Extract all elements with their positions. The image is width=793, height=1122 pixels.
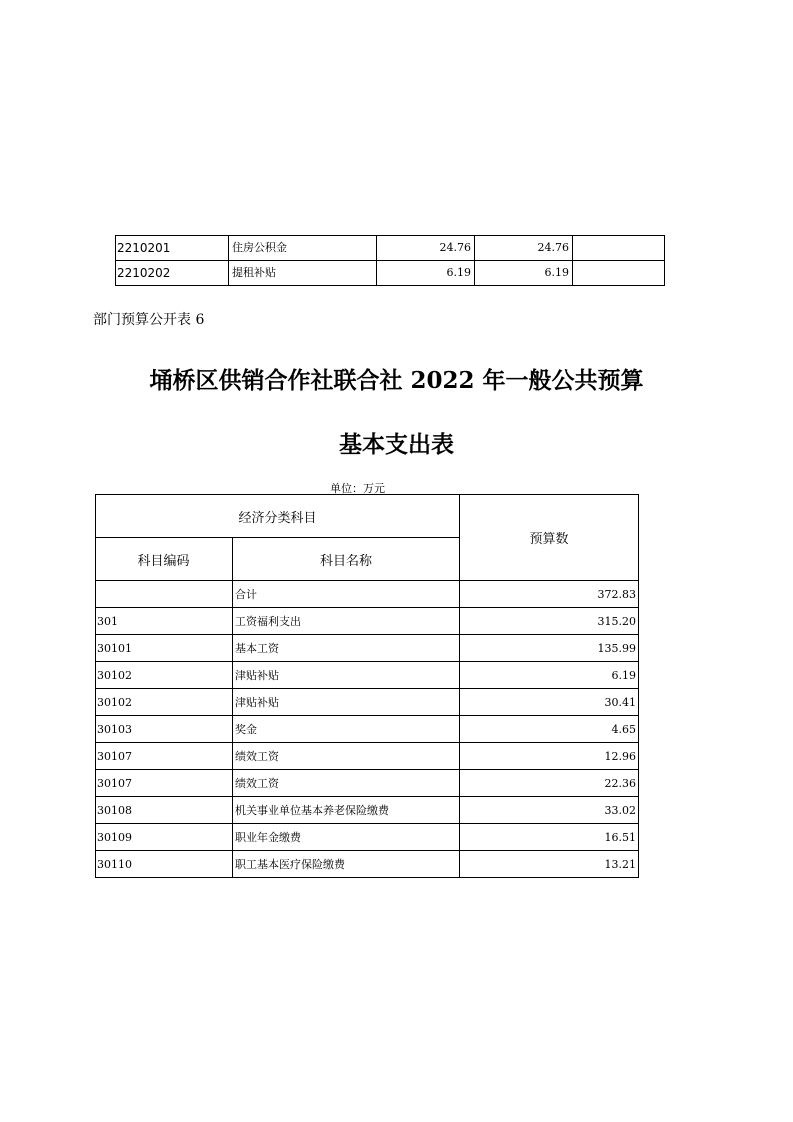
- amount-cell: 12.96: [460, 743, 639, 770]
- subject-code: 30109: [96, 824, 233, 851]
- subject-code: [96, 581, 233, 608]
- amount-cell: 135.99: [460, 635, 639, 662]
- subject-name: 工资福利支出: [233, 608, 460, 635]
- subject-code: 30110: [96, 851, 233, 878]
- amount-cell: 13.21: [460, 851, 639, 878]
- amount-cell: 22.36: [460, 770, 639, 797]
- subject-name: 机关事业单位基本养老保险缴费: [233, 797, 460, 824]
- amount-cell: 30.41: [460, 689, 639, 716]
- table-row: [96, 743, 639, 770]
- unit-label: 单位：万元: [330, 482, 385, 495]
- empty-cell: [573, 236, 665, 261]
- subject-code: 301: [96, 608, 233, 635]
- amount-cell: 372.83: [460, 581, 639, 608]
- subject-code: 30107: [96, 770, 233, 797]
- empty-cell: [573, 261, 665, 286]
- header-subject-code: 科目编码: [96, 538, 233, 581]
- subject-name: 津贴补贴: [233, 689, 460, 716]
- subject-code: 30108: [96, 797, 233, 824]
- header-row: [96, 495, 639, 538]
- subject-name: 住房公积金: [229, 236, 377, 261]
- amount-cell: 16.51: [460, 824, 639, 851]
- table-row: [116, 261, 665, 286]
- amount-cell: 24.76: [377, 236, 475, 261]
- table-row: [96, 635, 639, 662]
- subject-code: 2210202: [116, 261, 229, 286]
- amount-cell: 6.19: [475, 261, 573, 286]
- amount-cell: 315.20: [460, 608, 639, 635]
- amount-cell: 33.02: [460, 797, 639, 824]
- table-row: [96, 770, 639, 797]
- table-row: [96, 689, 639, 716]
- subject-name: 合计: [233, 581, 460, 608]
- page-subtitle: 基本支出表: [339, 431, 454, 458]
- table-number: 部门预算公开表 6: [93, 312, 205, 328]
- header-economic-classification: 经济分类科目: [96, 495, 460, 538]
- amount-cell: 6.19: [377, 261, 475, 286]
- subject-code: 2210201: [116, 236, 229, 261]
- table-row: [96, 716, 639, 743]
- header-subject-name: 科目名称: [233, 538, 460, 581]
- table-row: [96, 851, 639, 878]
- subject-name: 津贴补贴: [233, 662, 460, 689]
- table-row: [96, 662, 639, 689]
- subject-code: 30103: [96, 716, 233, 743]
- amount-cell: 24.76: [475, 236, 573, 261]
- budget-expenditure-table: [95, 494, 639, 878]
- subject-name: 绩效工资: [233, 770, 460, 797]
- subject-code: 30107: [96, 743, 233, 770]
- subject-name: 职工基本医疗保险缴费: [233, 851, 460, 878]
- page-title: 埇桥区供销合作社联合社 2022 年一般公共预算: [149, 367, 644, 394]
- table-row: [96, 797, 639, 824]
- previous-table-continuation: [115, 235, 665, 286]
- amount-cell: 4.65: [460, 716, 639, 743]
- subject-code: 30102: [96, 662, 233, 689]
- subject-name: 绩效工资: [233, 743, 460, 770]
- subject-name: 提租补贴: [229, 261, 377, 286]
- amount-cell: 6.19: [460, 662, 639, 689]
- table-row: [96, 581, 639, 608]
- subject-name: 职业年金缴费: [233, 824, 460, 851]
- subject-code: 30101: [96, 635, 233, 662]
- table-row: [116, 236, 665, 261]
- table-row: [96, 824, 639, 851]
- subject-name: 基本工资: [233, 635, 460, 662]
- table-row: [96, 608, 639, 635]
- subject-name: 奖金: [233, 716, 460, 743]
- subject-code: 30102: [96, 689, 233, 716]
- header-budget-amount: 预算数: [460, 495, 639, 581]
